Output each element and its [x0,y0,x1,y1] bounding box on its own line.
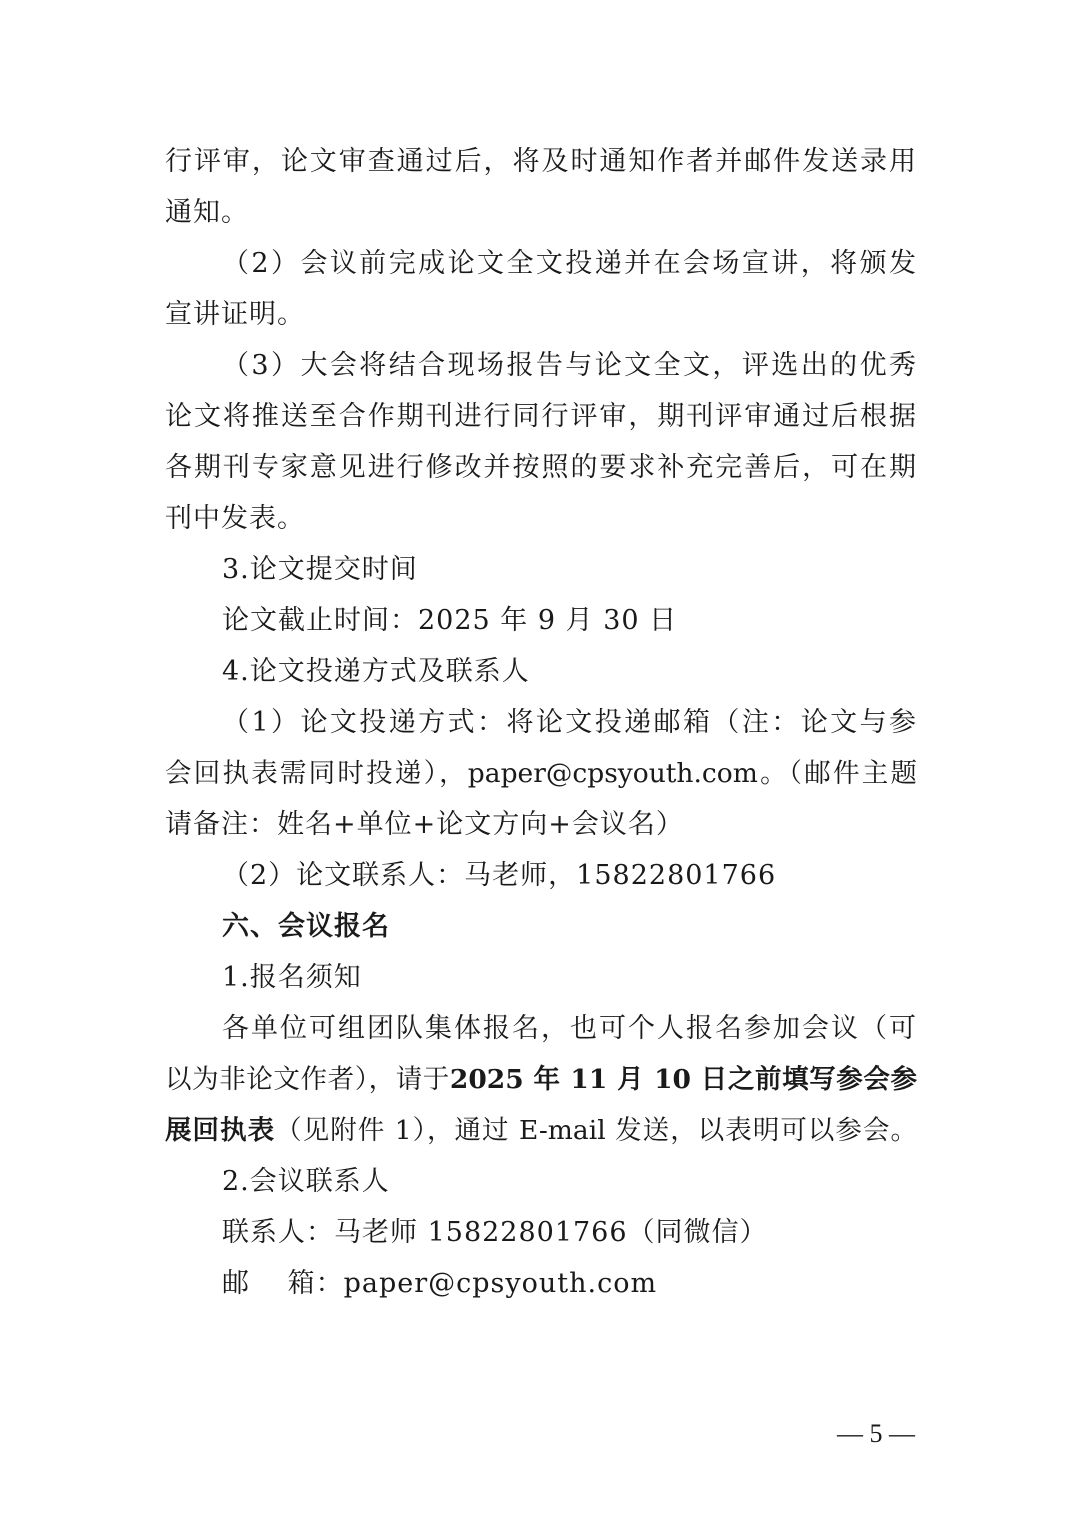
registration-text: 以为非论文作者），请于 [165,1064,450,1095]
section-heading-submission-method: 4.论文投递方式及联系人 [222,656,530,687]
paragraph-line: 会回执表需同时投递），paper@cpsyouth.com。（邮件主题 [165,758,917,789]
paragraph-line: 论文将推送至合作期刊进行同行评审，期刊评审通过后根据 [165,401,917,432]
paragraph-line: 行评审，论文审查通过后，将及时通知作者并邮件发送录用 [165,146,917,177]
paragraph-line: 刊中发表。 [165,503,305,534]
paragraph-line: （3）大会将结合现场报告与论文全文，评选出的优秀 [222,350,917,381]
section-heading-registration: 六、会议报名 [222,911,390,942]
paragraph-line: 宣讲证明。 [165,299,305,330]
document-body [165,136,917,1309]
section-heading-submission-time: 3.论文提交时间 [222,554,418,585]
contact-heading: 2.会议联系人 [222,1166,390,1197]
registration-form-bold: 展回执表 [165,1115,276,1146]
registration-text: （见附件 1），通过 E-mail 发送，以表明可以参会。 [275,1115,917,1146]
contact-email-text: 邮 箱：paper@cpsyouth.com [222,1268,658,1299]
contact-person-text: 联系人：马老师 15822801766（同微信） [222,1217,768,1248]
paragraph-line: 通知。 [165,197,249,228]
registration-notice-heading: 1.报名须知 [222,962,362,993]
paragraph-line: （1）论文投递方式：将论文投递邮箱（注：论文与参 [222,707,917,738]
paragraph-line: 各期刊专家意见进行修改并按照的要求补充完善后，可在期 [165,452,917,483]
paragraph-line: （2）会议前完成论文全文投递并在会场宣讲，将颁发 [222,248,917,279]
registration-deadline-bold: 2025 年 11 月 10 日之前填写参会参 [449,1064,918,1095]
paragraph-line [165,1105,917,1156]
paragraph-line: 各单位可组团队集体报名，也可个人报名参加会议（可 [222,1013,917,1044]
paragraph-line [165,1054,917,1105]
deadline-text: 论文截止时间：2025 年 9 月 30 日 [222,605,678,636]
paper-contact-text: （2）论文联系人：马老师，15822801766 [222,860,777,891]
page-number: — 5 — [837,1419,915,1448]
paragraph-line: 请备注：姓名+单位+论文方向+会议名） [165,809,684,840]
